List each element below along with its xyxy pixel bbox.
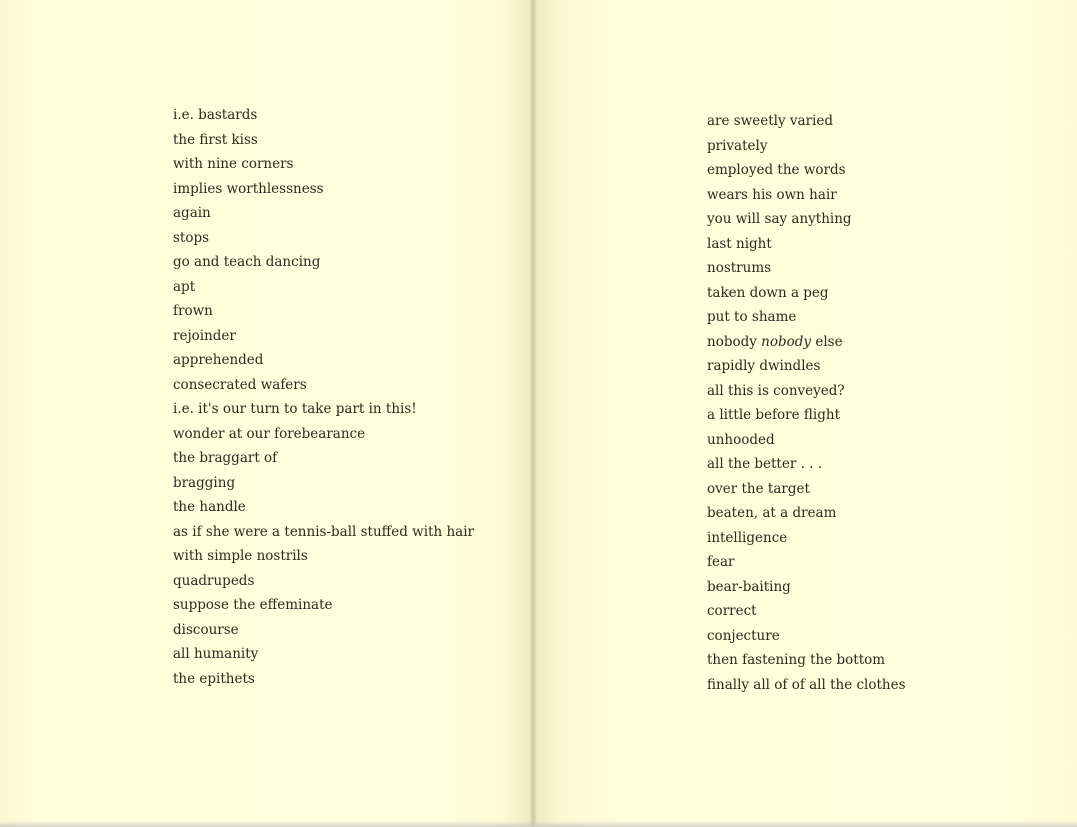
nobody-word: nobody <box>707 333 757 350</box>
poem-line: a little before flight <box>707 407 840 423</box>
poem-line: implies worthlessness <box>173 180 324 197</box>
poem-line: the epithets <box>173 670 255 687</box>
poem-line: frown <box>173 303 213 319</box>
poem-line: with nine corners <box>173 156 294 172</box>
poem-line: i.e. it's our turn to take part in this! <box>173 401 417 417</box>
poem-line: all humanity <box>173 646 259 662</box>
poem-line: rapidly dwindles <box>707 358 821 374</box>
poem-line: over the target <box>707 480 810 497</box>
left-page-lines <box>173 103 474 691</box>
poem-line: then fastening the bottom <box>707 652 886 668</box>
poem-line: the handle <box>173 499 246 515</box>
else-word: else <box>815 333 843 350</box>
poem-line: the first kiss <box>173 131 258 148</box>
poem-line: consecrated wafers <box>173 376 307 393</box>
right-page-lines <box>707 109 906 697</box>
poem-line: with simple nostrils <box>173 548 308 564</box>
poem-line: privately <box>707 137 768 154</box>
poem-line: are sweetly varied <box>707 113 833 129</box>
poem-line: go and teach dancing <box>173 254 321 270</box>
poem-line: beaten, at a dream <box>707 505 837 521</box>
poem-line: apt <box>173 278 196 295</box>
left-page <box>0 0 533 827</box>
poem-line: all this is conveyed? <box>707 382 845 399</box>
poem-line: taken down a peg <box>707 284 829 301</box>
poem-line: bragging <box>173 474 236 491</box>
page-bottom-edge <box>0 821 1077 827</box>
poem-line: unhooded <box>707 431 775 448</box>
poem-line: employed the words <box>707 162 846 178</box>
poem-line: fear <box>707 554 735 570</box>
poem-line: all the better . . . <box>707 456 823 472</box>
poem-line: apprehended <box>173 352 264 368</box>
nobody-italic-word: nobody <box>761 333 812 350</box>
poem-line-nobody <box>707 330 906 355</box>
poem-line: put to shame <box>707 309 797 325</box>
poem-line: i.e. bastards <box>173 107 258 123</box>
poem-line: nostrums <box>707 260 772 276</box>
poem-line: wears his own hair <box>707 186 837 203</box>
poem-line: as if she were a tennis-ball stuffed with hair <box>173 523 474 540</box>
poem-line: the braggart of <box>173 450 278 466</box>
poem-line: conjecture <box>707 627 780 644</box>
poem-line: finally all of of all the clothes <box>707 676 906 693</box>
poem-line: suppose the effeminate <box>173 597 333 613</box>
poem-line: intelligence <box>707 529 788 546</box>
poem-line: you will say anything <box>707 211 852 227</box>
poem-line: correct <box>707 603 757 619</box>
poem-line: stops <box>173 229 210 246</box>
poem-line: rejoinder <box>173 327 236 344</box>
poem-line: quadrupeds <box>173 572 255 589</box>
poem-line: bear-baiting <box>707 578 791 595</box>
poem-line: again <box>173 205 211 221</box>
poem-line: last night <box>707 235 772 252</box>
poem-line: wonder at our forebearance <box>173 425 366 442</box>
poem-line: discourse <box>173 621 239 638</box>
right-page <box>533 0 1077 827</box>
book-gutter <box>529 0 537 827</box>
